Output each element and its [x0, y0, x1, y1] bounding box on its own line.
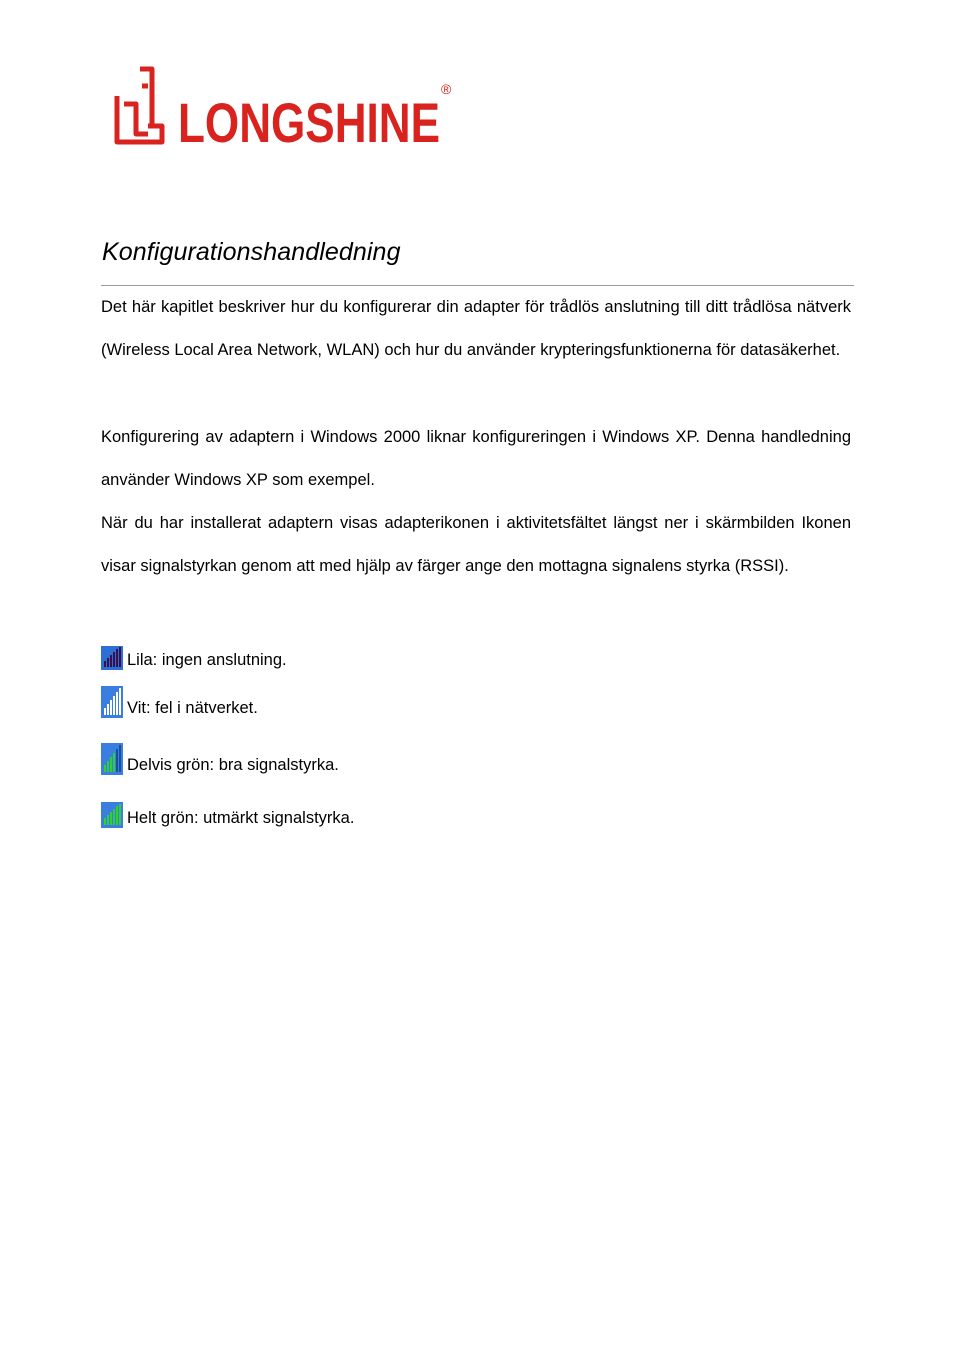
legend-item-white [101, 686, 258, 718]
legend-item-partial-green [101, 743, 339, 775]
icon-paragraph: När du har installerat adaptern visas adapterikonen i aktivitetsfältet längst ner i skärmbilden Ikonen visar signalstyrkan genom att med hjälp av färger ange den mottagna signalens styrka (RSSI). [101, 514, 851, 576]
legend-text: Vit: fel i nätverket. [127, 699, 258, 717]
intro-paragraph: Det här kapitlet beskriver hur du konfigurerar din adapter för trådlös anslutning till ditt trådlösa nätverk (Wireless Local Area Network, WLAN) och hur du använder krypteringsfunktionerna för datasäkerhet. [101, 298, 851, 360]
page-title: Konfigurationshandledning [102, 238, 401, 266]
signal-purple-icon [101, 646, 123, 670]
registered-mark: ® [441, 81, 452, 97]
legend-item-full-green [101, 796, 354, 828]
legend-text: Lila: ingen anslutning. [127, 651, 287, 669]
longshine-logo [112, 66, 457, 148]
legend-item-purple [101, 638, 287, 670]
legend-text: Delvis grön: bra signalstyrka. [127, 756, 339, 774]
windows-paragraph: Konfigurering av adaptern i Windows 2000 liknar konfigureringen i Windows XP. Denna handledning använder Windows XP som exempel. [101, 428, 851, 490]
signal-partial-green-icon [101, 743, 123, 775]
brand-wordmark: LONGSHINE [178, 91, 440, 148]
legend-text: Helt grön: utmärkt signalstyrka. [127, 809, 355, 827]
signal-full-green-icon [101, 802, 123, 828]
signal-white-icon [101, 686, 123, 718]
